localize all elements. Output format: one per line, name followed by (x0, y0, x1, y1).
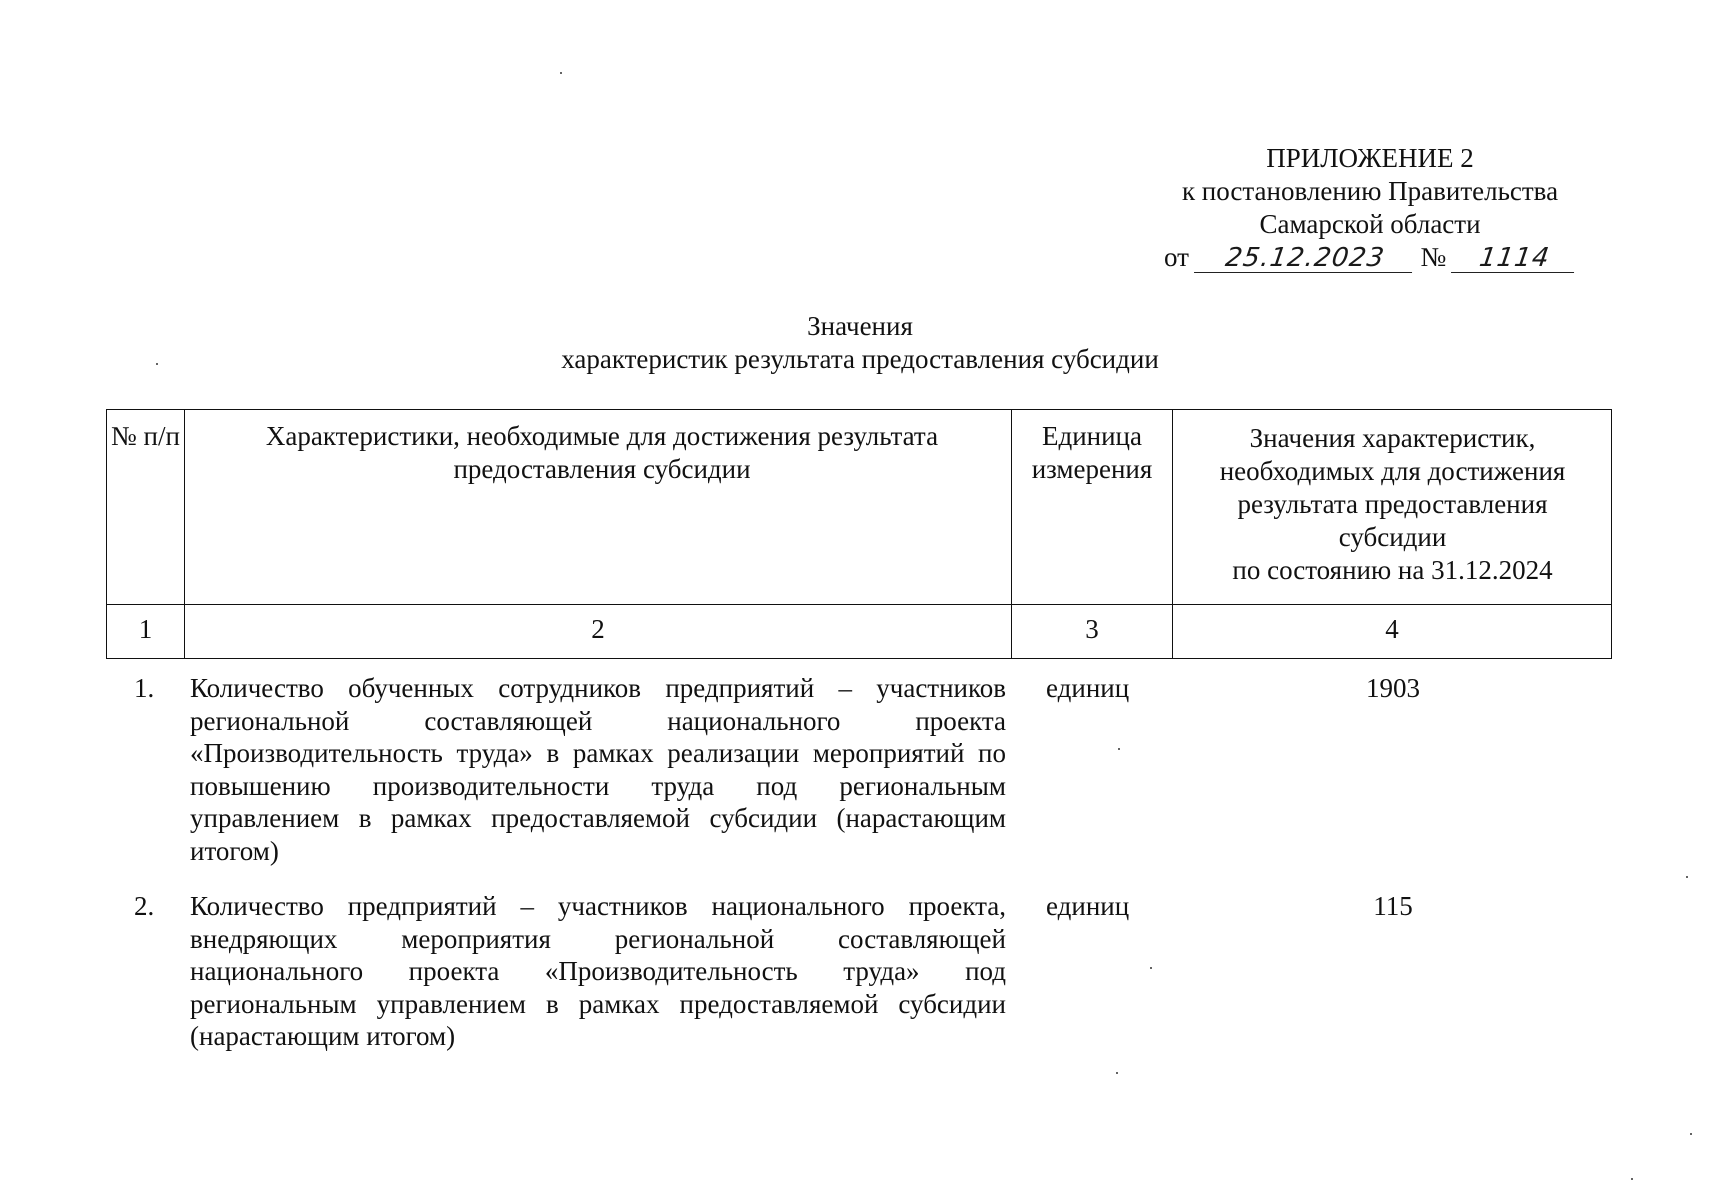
header-values-line: Значения характеристик, (1249, 423, 1536, 453)
header-values-line: по состоянию на 31.12.2024 (1232, 555, 1553, 585)
column-number: 4 (1385, 614, 1399, 644)
scan-speck (1631, 1178, 1633, 1180)
handwritten-number: 1114 (1451, 244, 1578, 273)
annex-date-line (1120, 241, 1620, 274)
row-description: Количество обученных сотрудников предприятий – участников региональной составляющей национального проекта «Производительность труда» в рамках реализации мероприятий по повышению производительности труда под региональным управлением в рамках предоставляемой субсидии (нарастающим итогом) (190, 673, 1006, 866)
row-value: 1903 (1366, 673, 1420, 703)
header-col-characteristics: Характеристики, необходимые для достижения результата предоставления субсидии (265, 421, 939, 484)
date-prefix: от (1164, 242, 1189, 272)
scan-speck (560, 72, 562, 74)
header-values-line: необходимых для достижения (1219, 456, 1566, 486)
handwritten-date: 25.12.2023 (1194, 244, 1416, 273)
number-prefix: № (1420, 242, 1447, 272)
title-line-1: Значения (807, 311, 913, 341)
header-values-line: результата предоставления (1237, 489, 1548, 519)
header-col-values (1174, 422, 1611, 587)
title-line-2: характеристик результата предоставления субсидии (561, 344, 1159, 374)
scan-speck (1686, 876, 1688, 878)
scan-speck (156, 363, 158, 365)
row-divider (107, 604, 1611, 605)
header-col-unit: Единица измерения (1031, 421, 1153, 484)
scan-speck (1116, 1072, 1118, 1074)
column-number: 1 (138, 614, 153, 644)
header-table (106, 409, 1612, 659)
document-title (430, 310, 1290, 376)
column-number: 2 (591, 614, 605, 644)
scan-speck (1690, 1133, 1692, 1135)
annex-block (1120, 142, 1620, 274)
row-unit: единиц (1046, 891, 1130, 921)
row-number: 1. (134, 673, 155, 703)
row-unit: единиц (1046, 673, 1130, 703)
column-number: 3 (1085, 614, 1099, 644)
annex-reference: к постановлению Правительства (1181, 176, 1559, 206)
header-col-number: № п/п (111, 421, 180, 451)
header-values-line: субсидии (1338, 522, 1447, 552)
scan-speck (1118, 748, 1120, 750)
row-number: 2. (134, 891, 155, 921)
annex-region: Самарской области (1259, 209, 1481, 239)
scan-speck (1150, 967, 1152, 969)
row-value: 115 (1373, 891, 1413, 921)
annex-title: ПРИЛОЖЕНИЕ 2 (1266, 143, 1474, 173)
row-description: Количество предприятий – участников национального проекта, внедряющих мероприятия региональной составляющей национального проекта «Производительность труда» под региональным управлением в рамках предоставляемой субсидии (нарастающим итогом) (190, 891, 1006, 1051)
